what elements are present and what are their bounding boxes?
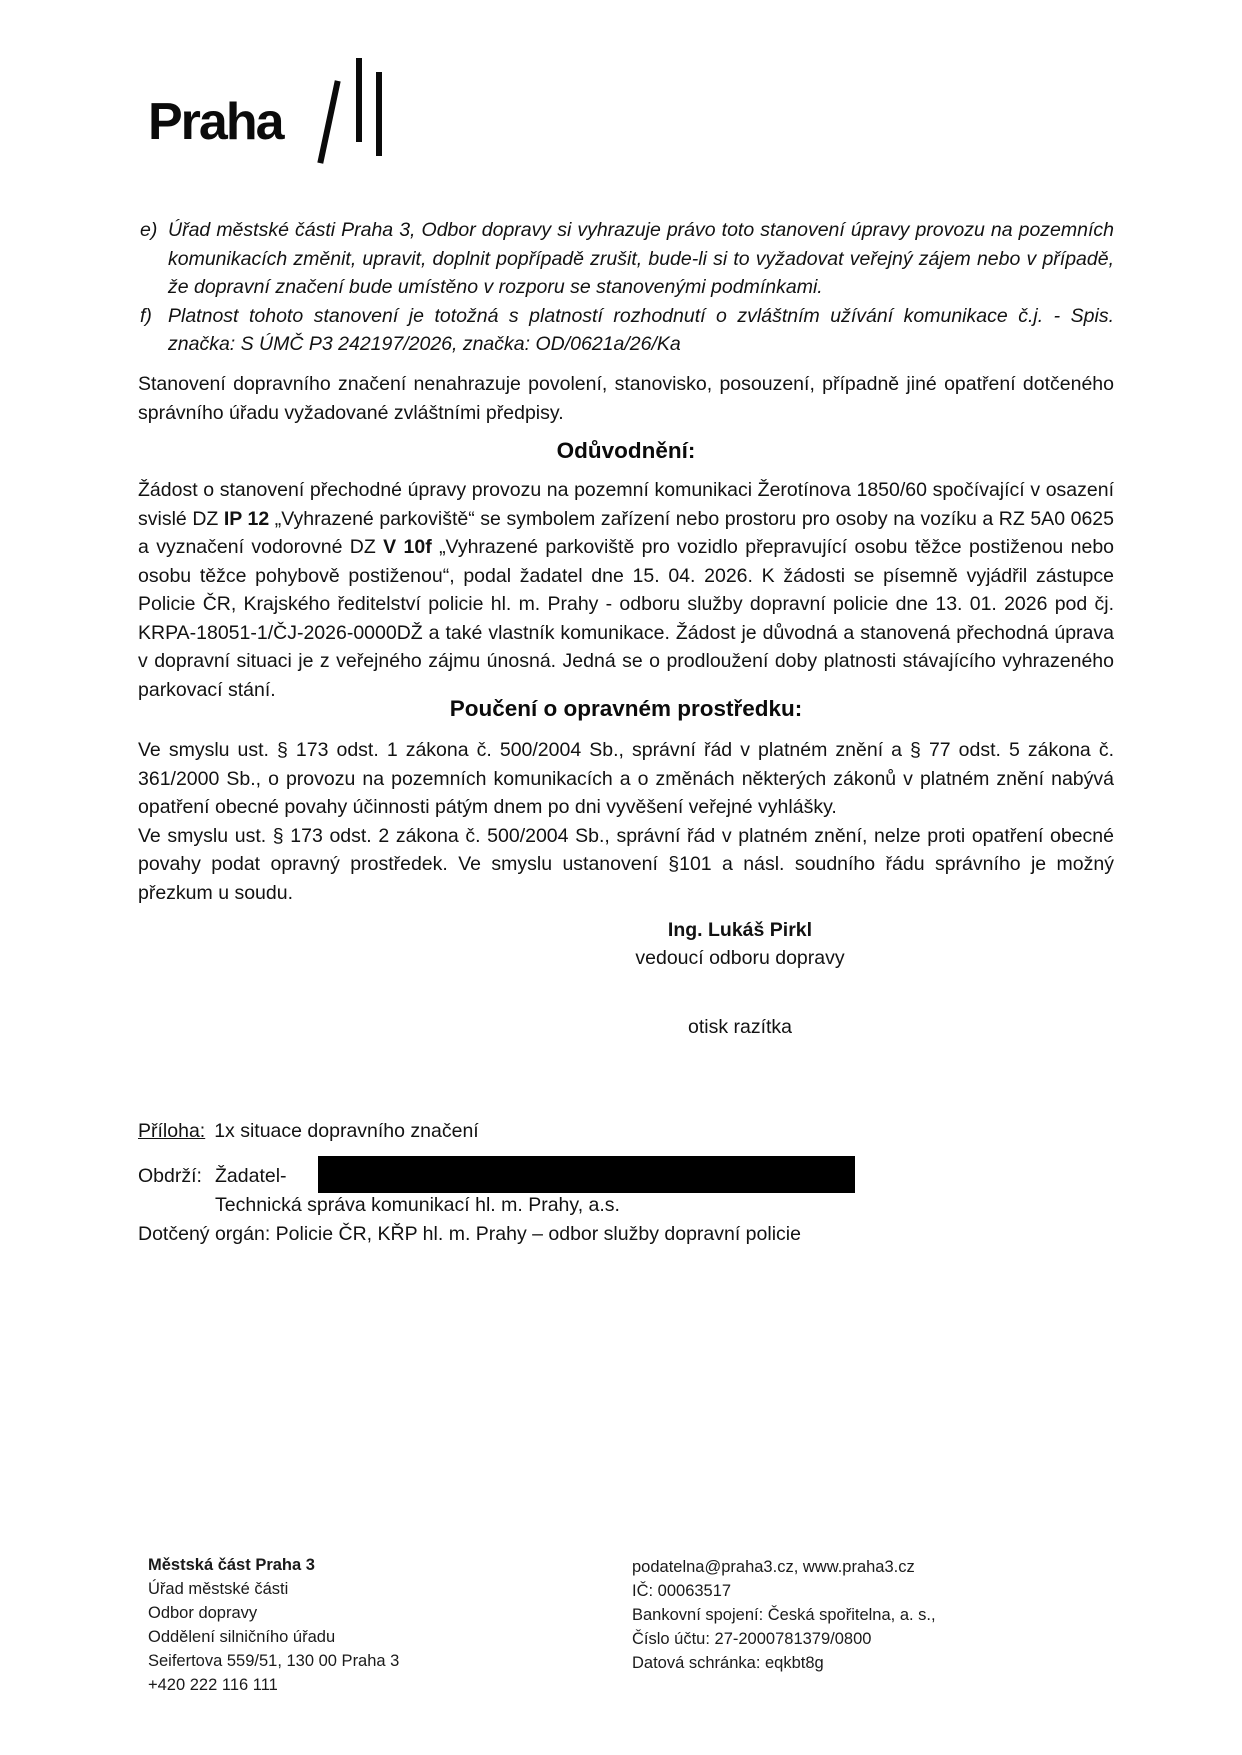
provision-list: [138, 216, 1114, 359]
footer-databox: Datová schránka: eqkbt8g: [632, 1654, 824, 1672]
footer-ic: IČ: 00063517: [632, 1582, 732, 1600]
footer-contact-details: [632, 1555, 936, 1675]
redaction-bar: [318, 1156, 855, 1193]
priloha-line: [138, 1120, 479, 1143]
provision-item-text: Platnost tohoto stanovení je totožná s platností rozhodnutí o zvláštním užívání komunikace č.j. - Spis. značka: S ÚMČ P3 242197/2026, značka: OD/0621a/26/Ka: [168, 304, 1114, 355]
recipient-dotceny-organ: Dotčený orgán: Policie ČR, KŘP hl. m. Prahy – odbor služby dopravní policie: [138, 1223, 801, 1245]
sign-code-v10f: V 10f: [383, 536, 432, 558]
signatory-name: Ing. Lukáš Pirkl: [667, 919, 813, 941]
logo-bar-icon: [356, 58, 362, 142]
note-paragraph: Stanovení dopravního značení nenahrazuje povolení, stanovisko, posouzení, případně jiné opatření dotčeného správního úřadu vyžadované zvláštními předpisy.: [138, 373, 1114, 424]
obdrzi-row-zadatel: [138, 1162, 1138, 1191]
stamp-note: otisk razítka: [687, 1016, 793, 1038]
pouceni-paragraph-1: Ve smyslu ust. § 173 odst. 1 zákona č. 500/2004 Sb., správní řád v platném znění a § 77 odst. 5 zákona č. 361/2000 Sb., o provozu na pozemních komunikacích a o změnách některých zákonů v platném znění nabývá opatření obecné povahy účinnosti pátým dnem po dni vyvěšení veřejné vyhlášky.: [138, 739, 1114, 818]
oduvodneni-text: Žádost o stanovení přechodné úpravy provozu na pozemní komunikaci Žerotínova 1850/60 spočívající v osazení svislé DZ: [138, 479, 1114, 530]
oduvodneni-text: „Vyhrazené parkoviště pro vozidlo přepravující osobu těžce postiženou nebo osobu těžce pohybově postiženou“, podal žadatel dne 15. 04. 2026. K žádosti se písemně vyjádřil zástupce Policie ČR, Krajského ředitelství policie hl. m. Prahy - odboru služby dopravní policie dne 13. 01. 2026 pod čj. KRPA-18051-1/ČJ-2026-0000DŽ a také vlastník komunikace. Žádost je důvodná a stanovená přechodná úprava v dopravní situaci je z veřejného zájmu únosná. Jedná se o prodloužení doby platnosti stávajícího vyhrazeného parkovací stání.: [138, 536, 1115, 701]
signatory-title: vedoucí odboru dopravy: [635, 947, 845, 969]
priloha-text: 1x situace dopravního značení: [214, 1120, 479, 1142]
oduvodneni-text: „Vyhrazené parkoviště“ se symbolem zařízení nebo prostoru pro osoby na vozíku a RZ 5A0 0625 a vyznačení vodorovné DZ: [138, 507, 1114, 558]
provision-item-e: [138, 216, 1114, 302]
logo-slash-icon: [317, 80, 340, 163]
footer-account: Číslo účtu: 27-2000781379/0800: [632, 1630, 872, 1648]
recipient-zadatel: Žadatel-: [215, 1165, 287, 1187]
logo-wordmark: Praha: [148, 93, 283, 151]
footer-office-line: Oddělení silničního úřadu: [148, 1628, 336, 1646]
pouceni-paragraph-2: Ve smyslu ust. § 173 odst. 2 zákona č. 500/2004 Sb., správní řád v platném znění, nelze proti opatření obecné povahy podat opravný prostředek. Ve smyslu ustanovení §101 a násl. soudního řádu správního je možný přezkum u soudu.: [138, 824, 1114, 904]
footer-office-line: Odbor dopravy: [148, 1604, 258, 1622]
footer-office-line: Úřad městské části: [148, 1580, 289, 1598]
provision-item-text: Úřad městské části Praha 3, Odbor dopravy si vyhrazuje právo toto stanovení úpravy provozu na pozemních komunikacích změnit, upravit, doplnit popřípadě zrušit, bude-li si to vyžadovat veřejný zájem nebo v případě, že dopravní značení bude umístěno v rozporu se stanovenými podmínkami.: [168, 219, 1114, 298]
logo-bar-icon: [376, 72, 382, 156]
provision-item-label: f): [140, 304, 152, 327]
oduvodneni-heading: Odůvodnění:: [556, 438, 696, 463]
praha3-logo: [148, 70, 408, 180]
recipient-tsk: Technická správa komunikací hl. m. Prahy, a.s.: [215, 1194, 620, 1216]
obdrzi-label: Obdrží:: [138, 1165, 202, 1187]
footer-office-address: [148, 1553, 399, 1697]
footer-email-web: podatelna@praha3.cz, www.praha3.cz: [632, 1558, 915, 1576]
footer-office-name: Městská část Praha 3: [148, 1556, 315, 1574]
pouceni-paragraphs: [138, 736, 1114, 907]
priloha-label: Příloha:: [138, 1120, 206, 1142]
pouceni-heading: Poučení o opravném prostředku:: [449, 696, 803, 721]
provision-item-f: [138, 302, 1114, 359]
obdrzi-block: [138, 1162, 1138, 1249]
sign-code-ip12: IP 12: [223, 507, 270, 530]
footer-office-line: Seifertova 559/51, 130 00 Praha 3: [148, 1652, 400, 1670]
signature-block: [540, 916, 940, 972]
oduvodneni-paragraph: [138, 476, 1114, 704]
footer-bank: Bankovní spojení: Česká spořitelna, a. s.,: [632, 1606, 936, 1624]
provision-item-label: e): [140, 219, 158, 241]
footer-office-phone: +420 222 116 111: [148, 1676, 278, 1694]
